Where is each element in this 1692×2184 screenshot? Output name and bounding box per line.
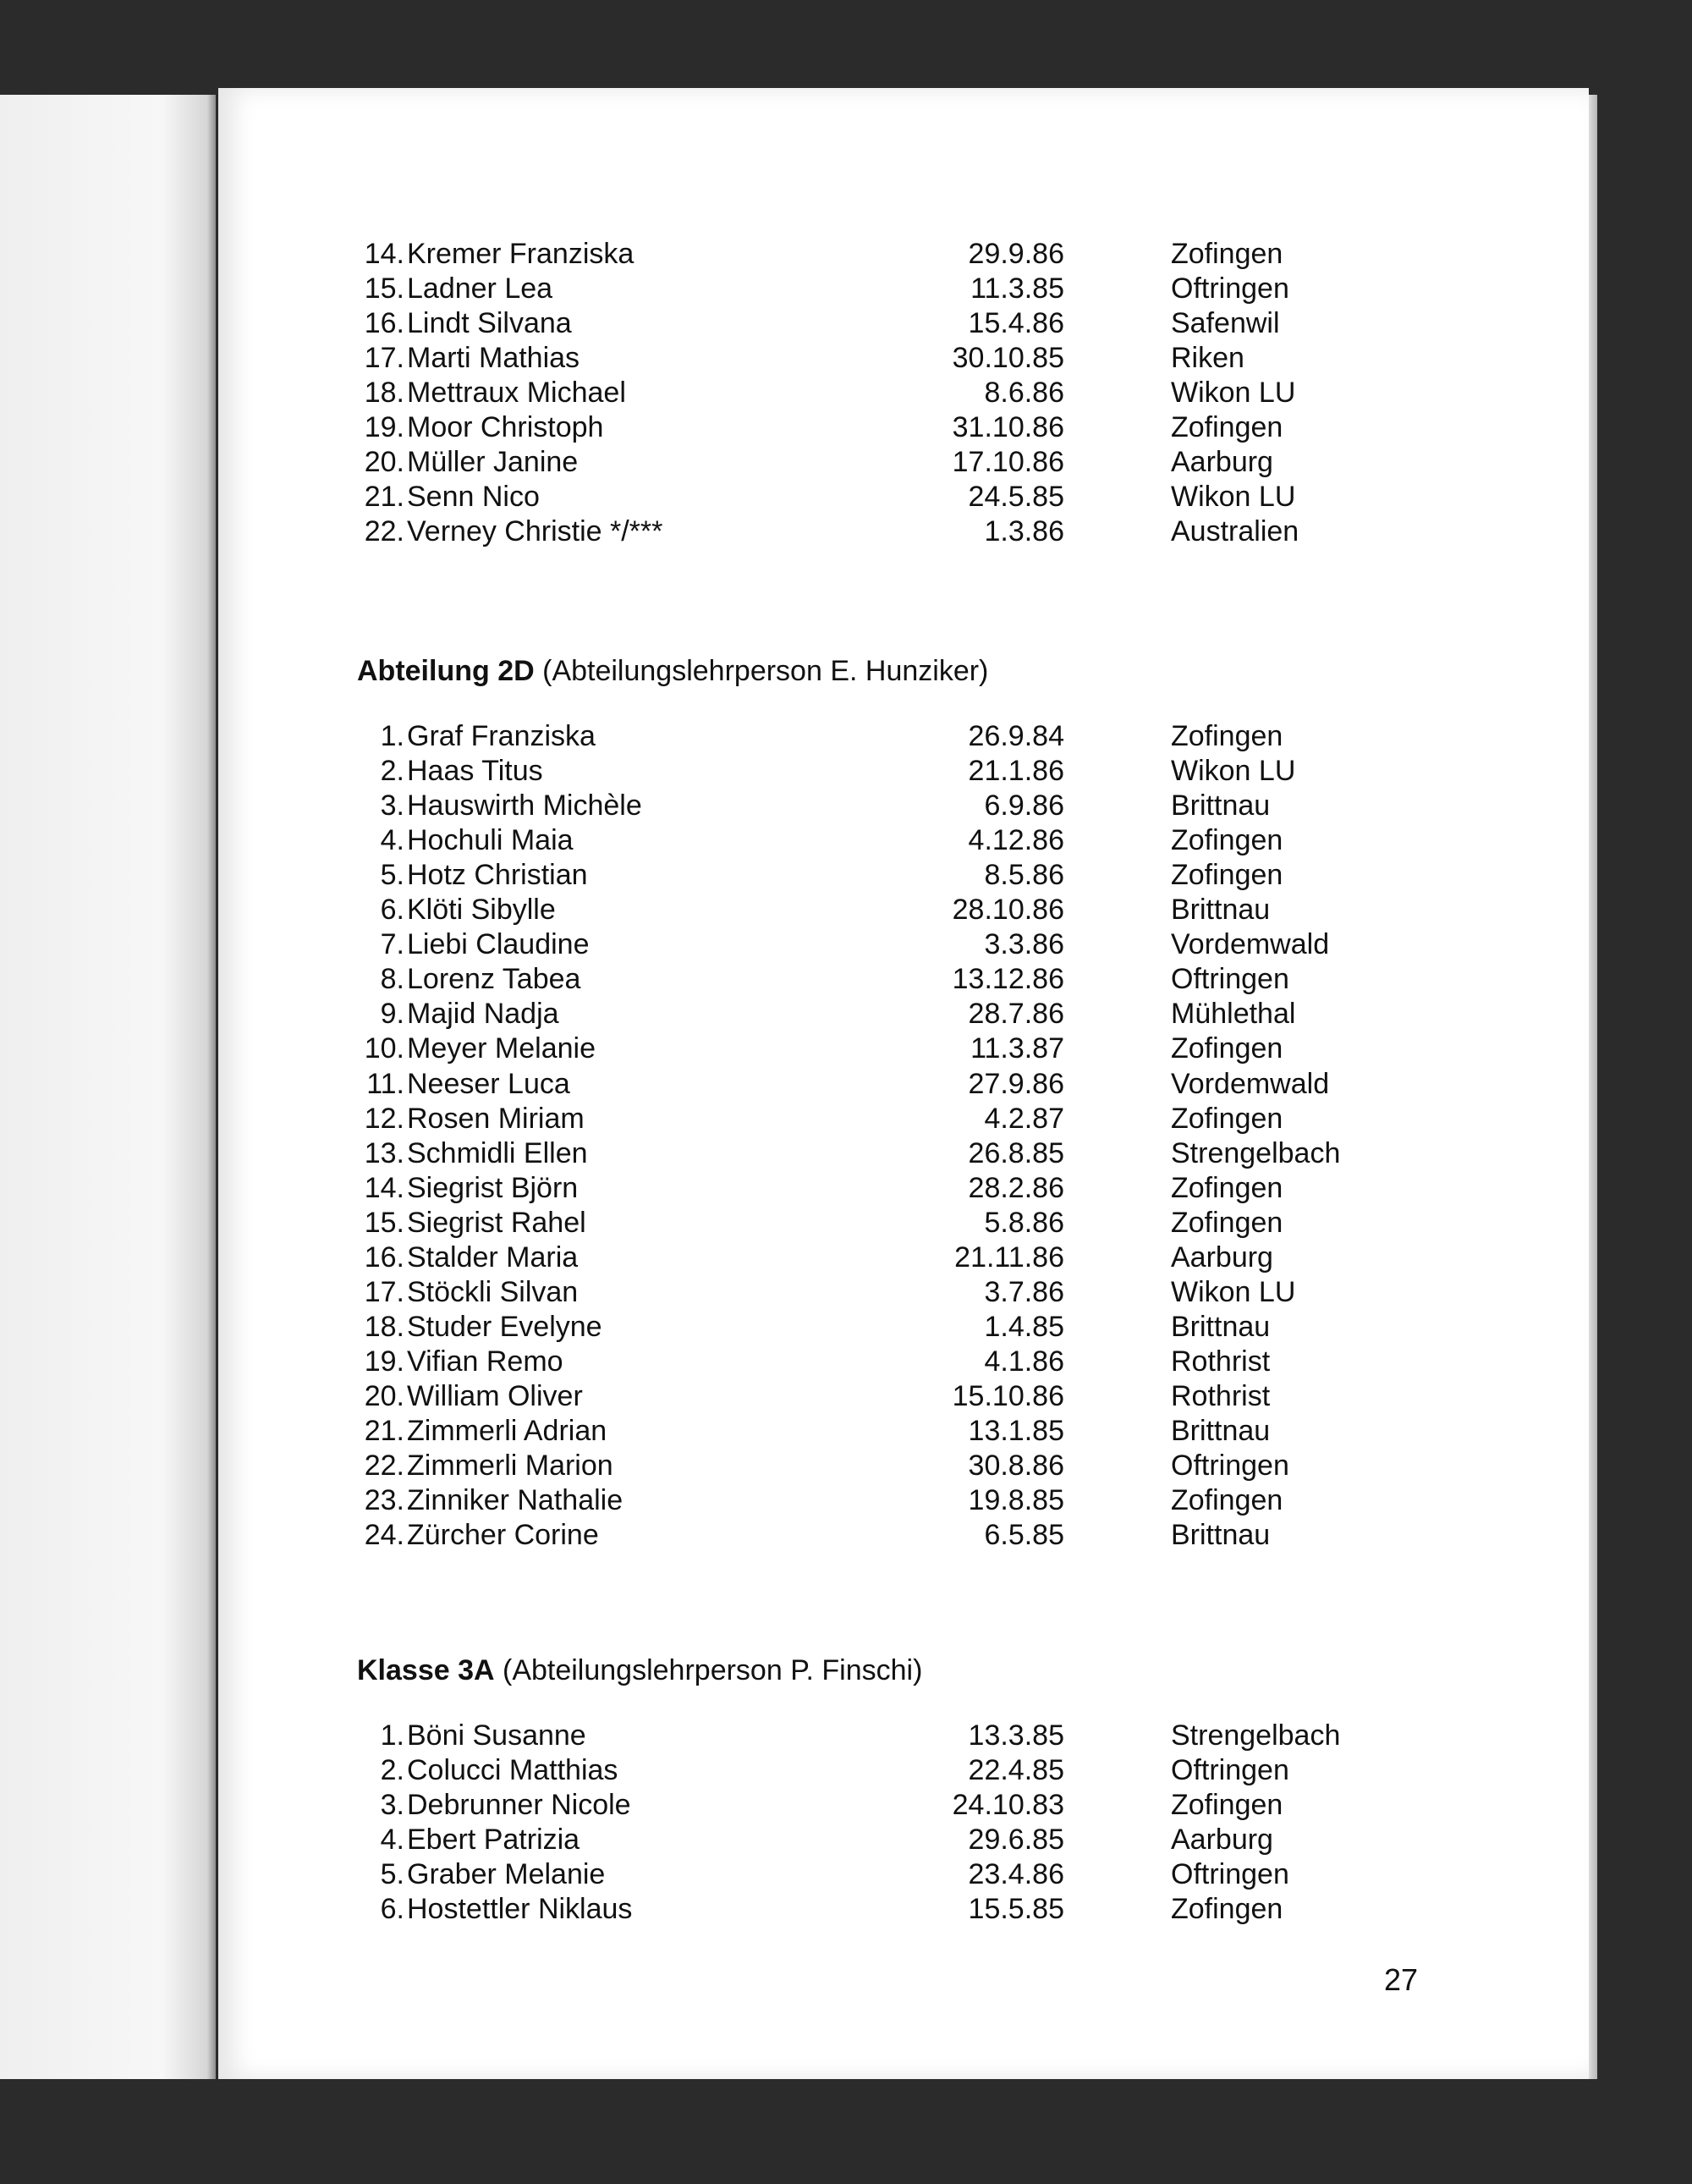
- student-number: 21.: [364, 1415, 404, 1447]
- birth-date: 11.3.85: [970, 272, 1064, 305]
- birth-date: 30.8.86: [968, 1450, 1064, 1483]
- student-number: 15.: [364, 272, 404, 305]
- birth-date: 8.5.86: [984, 859, 1064, 892]
- hometown: Strengelbach: [1171, 1136, 1341, 1169]
- birth-date: 21.1.86: [968, 755, 1064, 788]
- student-number: 3.: [380, 1789, 404, 1822]
- birth-date: 30.10.85: [952, 342, 1064, 375]
- hometown: Strengelbach: [1171, 1719, 1341, 1752]
- student-name: Zimmerli Marion: [407, 1450, 613, 1483]
- section-heading-title: Abteilung 2D: [357, 655, 535, 687]
- student-name: Neeser Luca: [407, 1067, 570, 1100]
- birth-date: 27.9.86: [968, 1067, 1064, 1100]
- student-name: Stöckli Silvan: [407, 1275, 579, 1308]
- birth-date: 22.4.85: [968, 1754, 1064, 1787]
- birth-date: 3.3.86: [984, 928, 1064, 961]
- birth-date: 4.2.87: [984, 1102, 1064, 1135]
- hometown: Wikon LU: [1171, 755, 1296, 788]
- student-name: Zimmerli Adrian: [407, 1415, 607, 1447]
- student-name: Hauswirth Michèle: [407, 789, 642, 822]
- student-name: Hostettler Niklaus: [407, 1893, 633, 1926]
- birth-date: 24.10.83: [952, 1789, 1064, 1822]
- birth-date: 21.11.86: [954, 1241, 1064, 1274]
- birth-date: 28.10.86: [952, 894, 1064, 927]
- student-number: 18.: [364, 377, 404, 410]
- hometown: Brittnau: [1171, 789, 1271, 822]
- hometown: Wikon LU: [1171, 481, 1296, 514]
- student-name: Studer Evelyne: [407, 1310, 602, 1343]
- student-name: Senn Nico: [407, 481, 540, 514]
- section-heading-teacher: (Abteilungslehrperson P. Finschi): [494, 1654, 923, 1686]
- birth-date: 13.1.85: [968, 1415, 1064, 1447]
- birth-date: 3.7.86: [984, 1275, 1064, 1308]
- student-name: Mettraux Michael: [407, 377, 626, 410]
- hometown: Zofingen: [1171, 859, 1283, 892]
- student-number: 11.: [366, 1067, 404, 1100]
- birth-date: 1.4.85: [984, 1310, 1064, 1343]
- student-number: 16.: [364, 307, 404, 340]
- student-number: 6.: [380, 894, 404, 927]
- student-number: 13.: [364, 1136, 404, 1169]
- hometown: Mühlethal: [1171, 998, 1296, 1031]
- student-number: 14.: [364, 1171, 404, 1204]
- student-number: 18.: [364, 1310, 404, 1343]
- student-number: 22.: [364, 515, 404, 548]
- hometown: Zofingen: [1171, 1789, 1283, 1822]
- student-name: Debrunner Nicole: [407, 1789, 631, 1822]
- hometown: Zofingen: [1171, 824, 1283, 857]
- student-name: Kremer Franziska: [407, 238, 634, 270]
- student-name: Hotz Christian: [407, 859, 588, 892]
- student-name: Haas Titus: [407, 755, 543, 788]
- section-heading: [357, 652, 988, 690]
- birth-date: 29.6.85: [968, 1824, 1064, 1857]
- document-page: [218, 88, 1589, 2079]
- hometown: Wikon LU: [1171, 1275, 1296, 1308]
- birth-date: 4.1.86: [984, 1345, 1064, 1378]
- student-name: Zinniker Nathalie: [407, 1484, 624, 1517]
- hometown: Zofingen: [1171, 1102, 1283, 1135]
- student-number: 20.: [364, 446, 404, 479]
- birth-date: 11.3.87: [970, 1032, 1064, 1065]
- birth-date: 24.5.85: [968, 481, 1064, 514]
- student-name: Moor Christoph: [407, 411, 604, 444]
- student-name: Verney Christie */***: [407, 515, 663, 548]
- student-number: 4.: [380, 1824, 404, 1857]
- student-number: 2.: [380, 755, 404, 788]
- birth-date: 17.10.86: [952, 446, 1064, 479]
- birth-date: 26.9.84: [968, 720, 1064, 752]
- hometown: Australien: [1171, 515, 1299, 548]
- birth-date: 31.10.86: [952, 411, 1064, 444]
- hometown: Zofingen: [1171, 1206, 1283, 1239]
- hometown: Oftringen: [1171, 272, 1289, 305]
- student-name: Colucci Matthias: [407, 1754, 618, 1787]
- student-number: 9.: [380, 998, 404, 1031]
- student-name: Liebi Claudine: [407, 928, 590, 961]
- hometown: Oftringen: [1171, 1858, 1289, 1891]
- birth-date: 29.9.86: [968, 238, 1064, 270]
- hometown: Rothrist: [1171, 1345, 1271, 1378]
- student-number: 24.: [364, 1519, 404, 1552]
- birth-date: 5.8.86: [984, 1206, 1064, 1239]
- student-number: 19.: [364, 1345, 404, 1378]
- birth-date: 1.3.86: [984, 515, 1064, 548]
- birth-date: 26.8.85: [968, 1136, 1064, 1169]
- hometown: Zofingen: [1171, 1032, 1283, 1065]
- hometown: Zofingen: [1171, 238, 1283, 270]
- birth-date: 15.10.86: [952, 1379, 1064, 1412]
- student-number: 1.: [380, 1719, 404, 1752]
- section-heading: [357, 1652, 922, 1689]
- hometown: Safenwil: [1171, 307, 1280, 340]
- hometown: Vordemwald: [1171, 928, 1330, 961]
- birth-date: 13.3.85: [968, 1719, 1064, 1752]
- birth-date: 28.7.86: [968, 998, 1064, 1031]
- student-number: 10.: [364, 1032, 404, 1065]
- hometown: Wikon LU: [1171, 377, 1296, 410]
- student-name: Hochuli Maia: [407, 824, 574, 857]
- facing-page-edge: [0, 95, 216, 2079]
- student-number: 20.: [364, 1379, 404, 1412]
- birth-date: 23.4.86: [968, 1858, 1064, 1891]
- student-number: 16.: [364, 1241, 404, 1274]
- student-number: 5.: [380, 1858, 404, 1891]
- student-name: Meyer Melanie: [407, 1032, 596, 1065]
- hometown: Oftringen: [1171, 963, 1289, 996]
- student-number: 15.: [364, 1206, 404, 1239]
- student-number: 3.: [380, 789, 404, 822]
- page-number: 27: [1384, 1962, 1419, 1997]
- student-number: 23.: [364, 1484, 404, 1517]
- student-name: Schmidli Ellen: [407, 1136, 588, 1169]
- student-name: Majid Nadja: [407, 998, 559, 1031]
- student-number: 12.: [364, 1102, 404, 1135]
- student-number: 8.: [380, 963, 404, 996]
- student-number: 19.: [364, 411, 404, 444]
- hometown: Brittnau: [1171, 1310, 1271, 1343]
- student-name: Lorenz Tabea: [407, 963, 581, 996]
- student-number: 22.: [364, 1450, 404, 1483]
- birth-date: 19.8.85: [968, 1484, 1064, 1517]
- student-number: 1.: [380, 720, 404, 752]
- section-heading-title: Klasse 3A: [357, 1654, 495, 1686]
- student-name: Lindt Silvana: [407, 307, 572, 340]
- student-number: 17.: [364, 342, 404, 375]
- hometown: Vordemwald: [1171, 1067, 1330, 1100]
- student-name: Siegrist Rahel: [407, 1206, 586, 1239]
- hometown: Brittnau: [1171, 1519, 1271, 1552]
- hometown: Rothrist: [1171, 1379, 1271, 1412]
- hometown: Oftringen: [1171, 1754, 1289, 1787]
- hometown: Oftringen: [1171, 1450, 1289, 1483]
- student-name: Ladner Lea: [407, 272, 553, 305]
- student-number: 21.: [364, 481, 404, 514]
- student-name: Stalder Maria: [407, 1241, 579, 1274]
- hometown: Aarburg: [1171, 1241, 1273, 1274]
- student-name: Müller Janine: [407, 446, 579, 479]
- hometown: Brittnau: [1171, 894, 1271, 927]
- student-name: Siegrist Björn: [407, 1171, 579, 1204]
- hometown: Riken: [1171, 342, 1244, 375]
- student-name: Vifian Remo: [407, 1345, 563, 1378]
- hometown: Aarburg: [1171, 446, 1273, 479]
- hometown: Brittnau: [1171, 1415, 1271, 1447]
- student-number: 2.: [380, 1754, 404, 1787]
- birth-date: 13.12.86: [952, 963, 1064, 996]
- birth-date: 4.12.86: [968, 824, 1064, 857]
- hometown: Aarburg: [1171, 1824, 1273, 1857]
- student-name: Zürcher Corine: [407, 1519, 599, 1552]
- student-name: Rosen Miriam: [407, 1102, 585, 1135]
- birth-date: 8.6.86: [984, 377, 1064, 410]
- hometown: Zofingen: [1171, 1484, 1283, 1517]
- student-number: 5.: [380, 859, 404, 892]
- birth-date: 6.5.85: [984, 1519, 1064, 1552]
- hometown: Zofingen: [1171, 411, 1283, 444]
- hometown: Zofingen: [1171, 1893, 1283, 1926]
- birth-date: 15.4.86: [968, 307, 1064, 340]
- birth-date: 28.2.86: [968, 1171, 1064, 1204]
- student-name: Ebert Patrizia: [407, 1824, 580, 1857]
- student-name: Marti Mathias: [407, 342, 580, 375]
- student-name: Böni Susanne: [407, 1719, 586, 1752]
- student-name: William Oliver: [407, 1379, 583, 1412]
- hometown: Zofingen: [1171, 720, 1283, 752]
- student-name: Graber Melanie: [407, 1858, 606, 1891]
- birth-date: 6.9.86: [984, 789, 1064, 822]
- student-number: 4.: [380, 824, 404, 857]
- student-number: 17.: [364, 1275, 404, 1308]
- hometown: Zofingen: [1171, 1171, 1283, 1204]
- section-heading-teacher: (Abteilungslehrperson E. Hunziker): [534, 655, 989, 687]
- student-number: 6.: [380, 1893, 404, 1926]
- student-number: 14.: [364, 238, 404, 270]
- student-name: Klöti Sibylle: [407, 894, 556, 927]
- student-number: 7.: [380, 928, 404, 961]
- student-name: Graf Franziska: [407, 720, 596, 752]
- birth-date: 15.5.85: [968, 1893, 1064, 1926]
